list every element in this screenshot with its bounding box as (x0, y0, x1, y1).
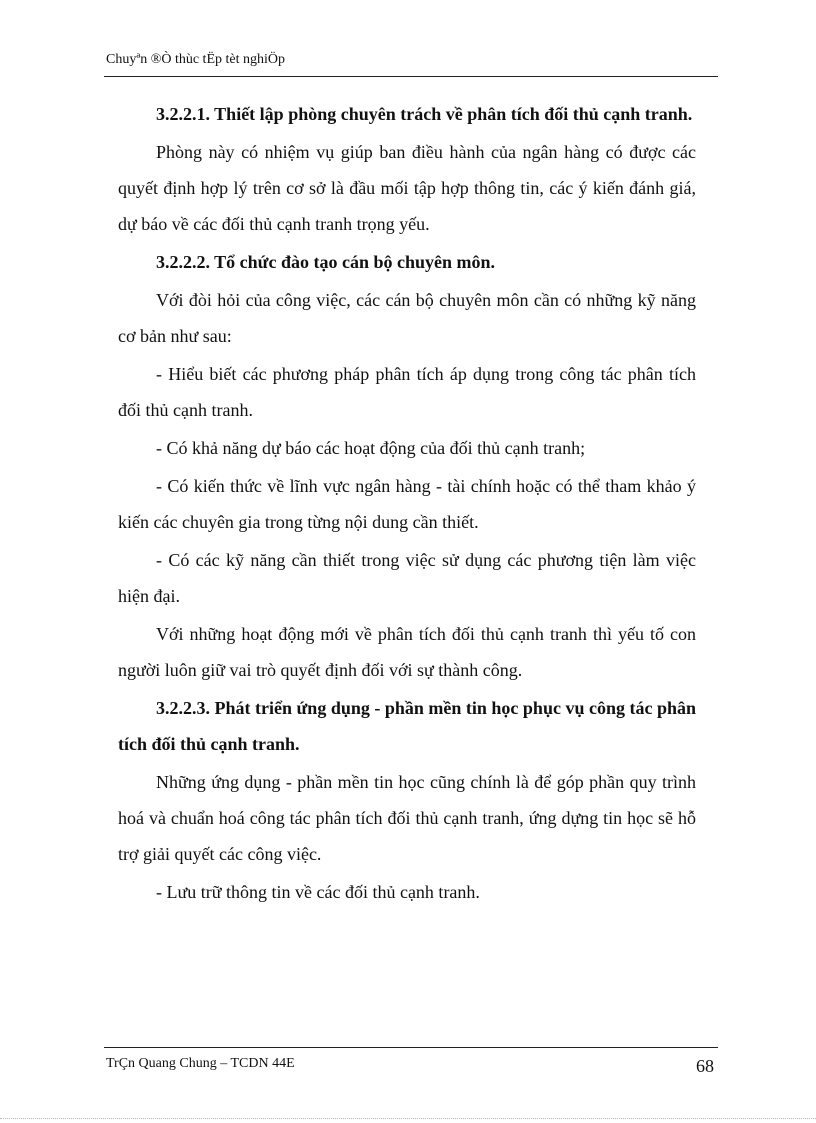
section-heading-3-2-2-1: 3.2.2.1. Thiết lập phòng chuyên trách về phân tích đối thủ cạnh tranh. (156, 104, 693, 124)
bullet-item: - Hiểu biết các phương pháp phân tích áp dụng trong công tác phân tích đối thủ cạnh tranh. (118, 364, 696, 420)
paragraph: Phòng này có nhiệm vụ giúp ban điều hành của ngân hàng có được các quyết định hợp lý trên cơ sở là đầu mối tập hợp thông tin, các ý kiến đánh giá, dự báo về các đối thủ cạnh tranh trọng yếu. (118, 142, 696, 234)
page-number: 68 (696, 1056, 714, 1076)
bullet-item: - Có kiến thức về lĩnh vực ngân hàng - tài chính hoặc có thể tham khảo ý kiến các chuyên gia trong từng nội dung cần thiết. (118, 476, 696, 532)
header-divider (104, 76, 718, 77)
running-header: Chuyªn ®Ò thùc tËp tèt nghiÖp (106, 52, 285, 67)
page-body (118, 96, 696, 912)
paragraph: Với đòi hỏi của công việc, các cán bộ chuyên môn cần có những kỹ năng cơ bản như sau: (118, 290, 696, 346)
bullet-item: - Có khả năng dự báo các hoạt động của đối thủ cạnh tranh; (156, 438, 586, 458)
bullet-item: - Có các kỹ năng cần thiết trong việc sử dụng các phương tiện làm việc hiện đại. (118, 550, 696, 606)
page-edge-dotted-line (0, 1118, 816, 1119)
footer-author: TrÇn Quang Chung – TCDN 44E (106, 1056, 295, 1071)
bullet-item: - Lưu trữ thông tin về các đối thủ cạnh tranh. (156, 882, 480, 902)
footer-divider (104, 1047, 718, 1048)
section-heading-3-2-2-2: 3.2.2.2. Tổ chức đào tạo cán bộ chuyên môn. (156, 252, 496, 272)
section-heading-3-2-2-3: 3.2.2.3. Phát triển ứng dụng - phần mền tin học phục vụ công tác phân tích đối thủ cạnh tranh. (118, 698, 696, 754)
paragraph: Với những hoạt động mới về phân tích đối thủ cạnh tranh thì yếu tố con người luôn giữ vai trò quyết định đối với sự thành công. (118, 624, 696, 680)
paragraph: Những ứng dụng - phần mền tin học cũng chính là để góp phần quy trình hoá và chuẩn hoá công tác phân tích đối thủ cạnh tranh, ứng dựng tin học sẽ hỗ trợ giải quyết các công việc. (118, 772, 696, 864)
